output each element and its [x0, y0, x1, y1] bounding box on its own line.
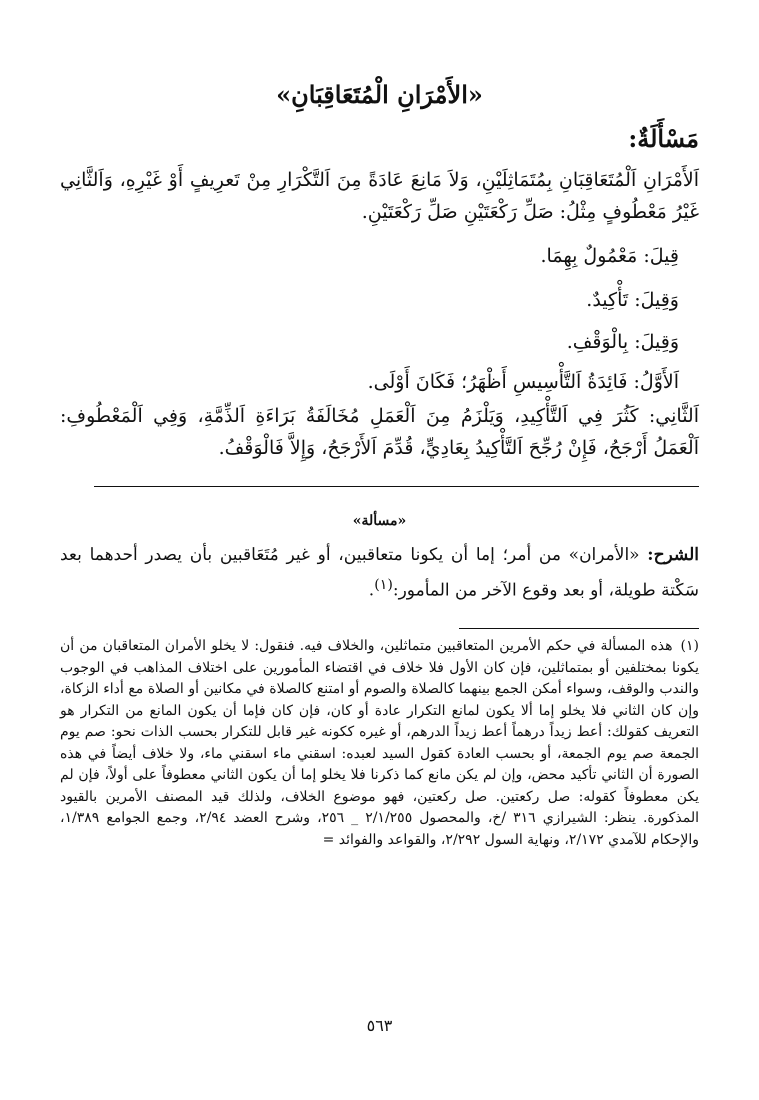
sharh-text: «الأمران» من أمر؛ إما أن يكونا متعاقبين، أو غير مُتَعَاقبين بأن يصدر أحدهما بعد سَكْتة طويلة، أو بعد وقوع الآخر من المأمور:: [60, 545, 699, 601]
sharh-paragraph: الشرح: «الأمران» من أمر؛ إما أن يكونا متعاقبين، أو غير مُتَعَاقبين بأن يصدر أحدهما بعد سَكْتة طويلة، أو بعد وقوع الآخر من المأمور:$^{(١)}$.: [60, 545, 699, 601]
chapter-title: «الأَمْرَانِ الْمُتَعَاقِبَانِ»: [276, 80, 483, 109]
matn-paragraph-1: اَلأَمْرَانِ اَلْمُتَعَاقِبَانِ بِمُتَمَاثِلَيْنِ، وَلاَ مَانِعَ عَادَةً مِنَ اَلتَّكْرَارِ مِنْ تَعرِيفٍ أَوْ غَيْرِهِ، وَاَلثَّانِي غَيْرُ مَعْطُوفٍ مِثْلُ: صَلِّ رَكْعَتَيْنِ صَلِّ رَكْعَتَيْنِ.: [60, 169, 699, 223]
matn-first-argument: اَلأَوَّلُ: فَائِدَةُ اَلتَّأْسِيسِ أَظْهَرُ؛ فَكَانَ أَوْلَى.: [367, 371, 679, 393]
sharh-label: الشرح:: [647, 545, 699, 565]
sharh-heading: «مسألة»: [352, 513, 407, 529]
footnote-number: (١): [680, 638, 699, 654]
matn-opinion-2: وَقِيلَ: تَأْكِيدٌ.: [586, 289, 679, 311]
page-number: ٥٦٣: [366, 1016, 393, 1035]
matn-opinion-3: وَقِيلَ: بِالْوَقْفِ.: [566, 331, 679, 353]
matn-second-argument: اَلثَّانِي: كَثُرَ فِي اَلتَّأْكِيدِ، وَيَلْزَمُ مِنَ اَلْعَمَلِ مُخَالَفَةُ بَرَاءَةِ اَلذِّمَّةِ، وَفِي اَلْمَعْطُوفِ: اَلْعَمَلُ أَرْجَحُ، فَإِنْ رُجِّحَ اَلتَّأْكِيدُ بِعَادِيٍّ، قُدِّمَ اَلأَرْجَحُ، وَإِلاَّ فَالْوَقْفُ.: [60, 405, 699, 459]
matn-heading: مَسْأَلَةٌ:: [628, 124, 699, 153]
footnote: [60, 636, 699, 851]
footnote-divider: [459, 628, 699, 629]
section-divider: [94, 486, 699, 487]
footnote-reference[interactable]: (١): [374, 577, 393, 593]
matn-opinion-1: قِيلَ: مَعْمُولٌ بِهِمَا.: [540, 245, 679, 267]
footnote-text: هذه المسألة في حكم الأمرين المتعاقبين متماثلين، والخلاف فيه. فنقول: لا يخلو الأمران المتعاقبان من أن يكونا بمختلفين أو بمتماثلين، فإن كان الأول فلا خلاف في اقتضاء المأمورين على اختلاف المذاهب في الوجوب والندب والوقف، وسواء أمكن الجمع بينهما كالصلاة والصوم أو امتنع كالصلاة في مكانين أو الصلاة مع أداء الزكاة، وإن كان الثاني فلا يخلو إما ألا يكون لمانع التكرار عادة أو كان، فإن كان فإما أن يكون المانع من التكرار هو التعريف كقولك: أعط زيداً درهماً أعط زيداً الدرهم، أو غيره ككونه غير قابل للتكرار بحسب الذات نحو: صم يوم الجمعة صم يوم الجمعة، أو بحسب العادة كقول السيد لعبده: اسقني ماء اسقني ماء، ولا خلاف أيضاً في هذه الصورة أن الثاني تأكيد محض، وإن لم يكن مانع كما ذكرنا فلا يخلو إما أن يكون الثاني معطوفاً على أولاً، فإن لم يكن معطوفاً كقوله: صل ركعتين. صل ركعتين، فهو موضوع الخلاف، ولذلك قيد المصنف الأمرين بالقيود المذكورة. ينظر: الشيرازي ٣١٦ /خ، والمحصول ٢/١/٢٥٥ _ ٢٥٦، وشرح العضد ٢/٩٤، وجمع الجوامع ١/٣٨٩، والإحكام للآمدي ٢/١٧٢، ونهاية السول ٢/٢٩٢، والقواعد والفوائد =: [60, 638, 700, 848]
